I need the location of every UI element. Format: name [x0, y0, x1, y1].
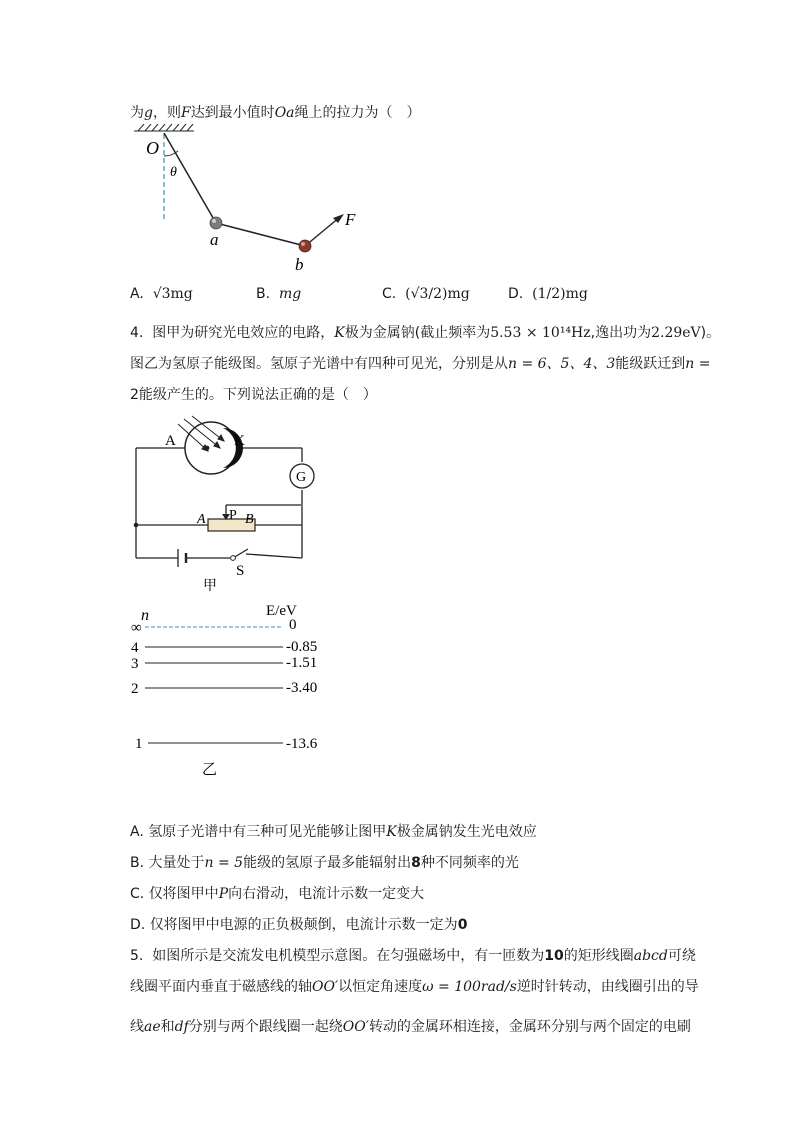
q5-stem-line-2: 线圈平面内垂直于磁感线的轴OO′以恒定角速度ω = 100rad/s逆时针转动，由线圈引出的导 — [130, 979, 699, 995]
force-F-arrow — [305, 217, 340, 246]
level-1-e: -13.6 — [286, 736, 318, 752]
q4-stem-line-1: 4. 图甲为研究光电效应的电路，K极为金属钠(截止频率为5.53 × 10¹⁴Hz,逸出功为2.29eV)。 — [130, 325, 721, 341]
label-F: F — [345, 210, 356, 229]
ball-a — [210, 217, 222, 229]
q3-option-C[interactable]: C. (√3/2)mg — [382, 286, 470, 302]
q3-stem-text: 为 — [130, 105, 144, 121]
q3-stem-text: 绳上的拉力为（ ） — [294, 105, 421, 121]
q3-option-D[interactable]: D. (1/2)mg — [508, 286, 588, 302]
q3-symbol-F: F — [180, 105, 191, 121]
q3-stem-text: ，则 — [152, 105, 181, 121]
label-B-rheostat: B — [245, 512, 254, 527]
level-4-e: -0.85 — [286, 639, 318, 655]
label-theta: θ — [170, 165, 177, 180]
level-1-n: 1 — [135, 736, 143, 752]
q3-option-D-value: (1/2)mg — [532, 286, 588, 302]
q5-stem-line-3: 线ae和df分别与两个跟线圈一起绕OO′转动的金属环相连接，金属环分别与两个固定的电刷 — [130, 1019, 691, 1035]
level-3-n: 3 — [131, 656, 139, 672]
q3-stem-text: 达到最小值时 — [190, 105, 275, 121]
q3-option-B[interactable]: B. mg — [256, 286, 302, 302]
q3-option-C-value: (√3/2)mg — [405, 286, 470, 302]
rope-ab — [216, 223, 305, 246]
q3-stem-tail — [130, 102, 421, 122]
q4-stem-line-3: 2能级产生的。下列说法正确的是（ ） — [130, 387, 377, 403]
energy-E-label: E/eV — [266, 603, 297, 619]
figure-caption-jia: 甲 — [203, 579, 217, 594]
label-O: O — [146, 138, 159, 158]
q4-option-D[interactable]: D. 仅将图甲中电源的正负极颠倒，电流计示数一定为0 — [130, 917, 468, 933]
label-G: G — [296, 470, 307, 485]
energy-n-label: n — [141, 607, 149, 624]
switch-pivot — [231, 556, 236, 561]
q3-symbol-Oa: Oa — [274, 105, 295, 121]
label-K-tube: K — [234, 433, 245, 449]
wire-bottom-right — [246, 554, 302, 558]
level-inf-n: ∞ — [131, 620, 142, 636]
anode-dot — [205, 446, 210, 451]
q4-circuit-figure — [128, 415, 328, 595]
q3-symbol-g: g — [144, 105, 153, 121]
level-4-n: 4 — [131, 640, 139, 656]
ceiling-hatch — [134, 124, 194, 131]
q5-number: 5. — [130, 948, 144, 964]
junction-dot — [134, 523, 139, 528]
q3-pendulum-figure — [128, 124, 378, 280]
ball-b — [299, 240, 311, 252]
q4-option-A[interactable]: A. 氢原子光谱中有三种可见光能够让图甲K极金属钠发生光电效应 — [130, 824, 537, 840]
label-A-rheostat: A — [197, 512, 206, 527]
level-3-e: -1.51 — [286, 655, 318, 671]
ball-b-highlight — [301, 242, 305, 246]
q4-number: 4. — [130, 325, 144, 341]
q3-option-B-value: mg — [278, 286, 302, 302]
level-2-n: 2 — [131, 681, 139, 697]
label-A-tube: A — [165, 433, 176, 449]
q4-stem-line-2: 图乙为氢原子能级图。氢原子光谱中有四种可见光，分别是从n = 6、5、4、3能级跃迁到n = — [130, 356, 711, 372]
label-b: b — [295, 255, 304, 274]
label-P: P — [229, 508, 237, 523]
ball-a-highlight — [212, 219, 216, 223]
level-2-e: -3.40 — [286, 680, 318, 696]
label-a: a — [210, 230, 219, 249]
level-inf-e: 0 — [289, 617, 297, 633]
q3-option-A[interactable]: A. √3mg — [130, 286, 193, 302]
q4-option-C[interactable]: C. 仅将图甲中P向右滑动，电流计示数一定变大 — [130, 886, 425, 902]
q3-option-A-value: √3mg — [152, 286, 193, 302]
label-S: S — [236, 563, 245, 579]
q4-option-B[interactable]: B. 大量处于n = 5能级的氢原子最多能辐射出8种不同频率的光 — [130, 855, 519, 871]
figure-caption-yi: 乙 — [202, 762, 218, 778]
q4-energy-level-diagram — [128, 598, 348, 780]
q5-stem-line-1: 5. 如图所示是交流发电机模型示意图。在匀强磁场中，有一匝数为10的矩形线圈abcd可绕 — [130, 948, 696, 964]
